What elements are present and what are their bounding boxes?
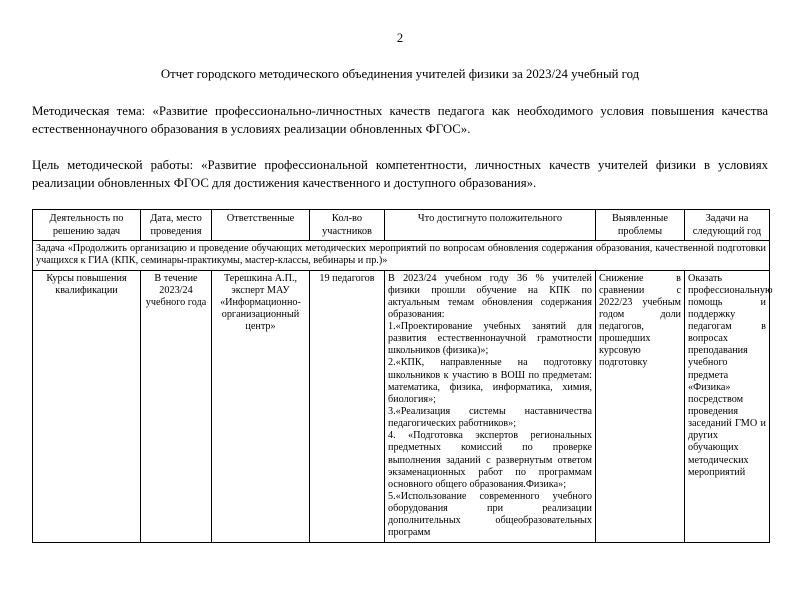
cell-participants: 19 педагогов xyxy=(310,270,385,542)
methodical-topic-paragraph: Методическая тема: «Развитие профессионально-личностных качеств педагога как необходимого условия повышения качества естественнонаучного образования в условиях реализации обновленных ФГОС». xyxy=(32,103,768,136)
table-header-row xyxy=(33,210,770,241)
methodical-goal-paragraph: Цель методической работы: «Развитие профессиональной компетентности, личностных качеств учителей физики в условиях реализации обновленных ФГОС для достижения качественного и доступного образования». xyxy=(32,158,768,190)
column-header-problems: Выявленные проблемы xyxy=(596,210,685,241)
cell-date-place: В течение 2023/24 учебного года xyxy=(141,270,212,542)
achievements-item: 3.«Реализация системы наставничества педагогических работников»; xyxy=(388,406,592,430)
achievements-intro: В 2023/24 учебном году 36 % учителей физики прошли обучение на КПК по актуальным темам обновления содержания образования: xyxy=(388,272,592,320)
column-header-responsible: Ответственные xyxy=(212,210,310,241)
column-header-activity: Деятельность по решению задач xyxy=(33,210,141,241)
column-header-next-tasks: Задачи на следующий год xyxy=(685,210,770,241)
achievements-item: 4. «Подготовка экспертов региональных предметных комиссий по проверке выполнения заданий с развернутым ответом экзаменационных работ по программам основного общего образования.Физика»; xyxy=(388,430,592,490)
page-title: Отчет городского методического объединения учителей физики за 2023/24 учебный год xyxy=(160,66,640,81)
cell-next-tasks: Оказать профессиональную помощь и поддержку педагогам в вопросах преподавания учебного предмета «Физика» посредством проведения заседаний ГМО и других обучающих методических мероприятий xyxy=(685,270,770,542)
achievements-item: 5.«Использование современного учебного оборудования при реализации дополнительных общеобразовательных программ xyxy=(388,491,592,539)
table-row xyxy=(33,270,770,542)
task-statement-cell: Задача «Продолжить организацию и проведение обучающих методических мероприятий по вопросам обновления содержания образования, качественной подготовки учащихся к ГИА (КПК, семинары-практикумы, мастер-классы, вебинары и пр.)» xyxy=(33,241,770,270)
achievements-item: 1.«Проектирование учебных занятий для развития естественнонаучной грамотности школьников (физика)»; xyxy=(388,321,592,357)
column-header-participants: Кол-во участников xyxy=(310,210,385,241)
report-table xyxy=(32,209,773,542)
table-task-row xyxy=(33,241,770,270)
cell-activity: Курсы повышения квалификации xyxy=(33,270,141,542)
column-header-achievements: Что достигнуто положительного xyxy=(385,210,596,241)
cell-achievements xyxy=(385,270,596,542)
column-header-date-place: Дата, место проведения xyxy=(141,210,212,241)
page-number: 2 xyxy=(396,31,404,45)
cell-problems: Снижение в сравнении с 2022/23 учебным годом доли педагогов, прошедших курсовую подготовку xyxy=(596,270,685,542)
achievements-item: 2.«КПК, направленные на подготовку школьников к участию в ВОШ по предметам: математика, физика, информатика, химия, биология»; xyxy=(388,357,592,405)
cell-responsible: Терешкина А.П., эксперт МАУ «Информационно-организационный центр» xyxy=(212,270,310,542)
document-page xyxy=(0,32,800,598)
